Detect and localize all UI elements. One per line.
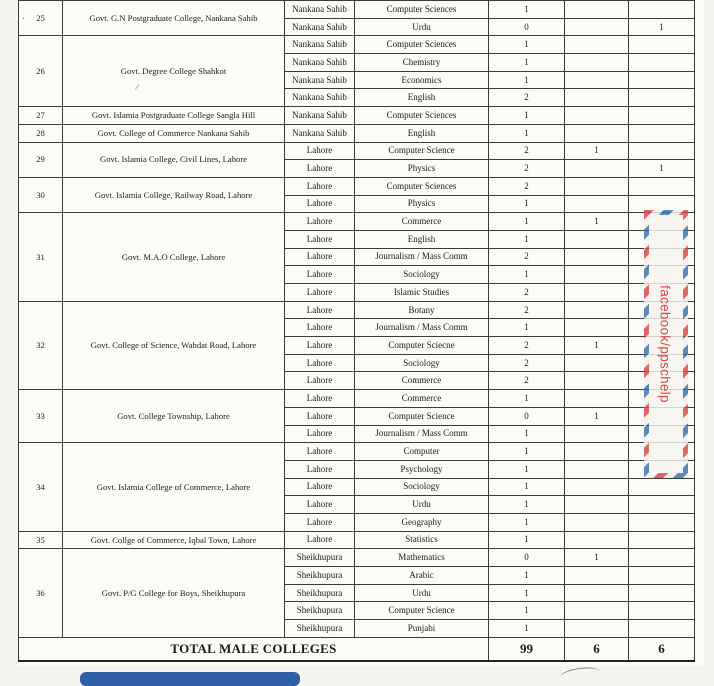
college-name-cell: Govt. Collge of Commerce, Iqbal Town, Lahore bbox=[63, 531, 285, 549]
total-seats: 99 bbox=[489, 637, 565, 661]
subject-cell: Computer Sciences bbox=[355, 177, 489, 195]
quota-1-cell bbox=[565, 195, 629, 213]
serial-number-cell: 30 bbox=[19, 177, 63, 212]
seats-cell: 2 bbox=[489, 160, 565, 178]
quota-1-cell bbox=[565, 443, 629, 461]
subject-cell: Statistics bbox=[355, 531, 489, 549]
quota-1-cell bbox=[565, 89, 629, 107]
seats-cell: 1 bbox=[489, 425, 565, 443]
total-row bbox=[19, 637, 695, 661]
subject-cell: Journalism / Mass Comm bbox=[355, 248, 489, 266]
quota-2-cell bbox=[629, 142, 695, 160]
seats-cell: 1 bbox=[489, 230, 565, 248]
subject-cell: Urdu bbox=[355, 18, 489, 36]
district-cell: Nankana Sahib bbox=[285, 36, 355, 54]
seats-cell: 2 bbox=[489, 301, 565, 319]
district-cell: Sheikhupura bbox=[285, 567, 355, 585]
district-cell: Nankana Sahib bbox=[285, 18, 355, 36]
quota-1-cell bbox=[565, 372, 629, 390]
quota-1-cell: 1 bbox=[565, 213, 629, 231]
subject-cell: Commerce bbox=[355, 372, 489, 390]
college-name-cell: Govt. Islamia College, Civil Lines, Lahore bbox=[63, 142, 285, 177]
quota-1-cell bbox=[565, 513, 629, 531]
table-row bbox=[19, 177, 695, 195]
seats-cell: 1 bbox=[489, 602, 565, 620]
seats-cell: 1 bbox=[489, 213, 565, 231]
subject-cell: Commerce bbox=[355, 213, 489, 231]
quota-2-cell bbox=[629, 584, 695, 602]
quota-2-cell bbox=[629, 567, 695, 585]
seats-cell: 1 bbox=[489, 195, 565, 213]
seats-cell: 1 bbox=[489, 319, 565, 337]
quota-1-cell bbox=[565, 460, 629, 478]
quota-1-cell bbox=[565, 266, 629, 284]
table-row bbox=[19, 390, 695, 408]
quota-1-cell bbox=[565, 478, 629, 496]
subject-cell: Computer Science bbox=[355, 602, 489, 620]
district-cell: Lahore bbox=[285, 195, 355, 213]
vacancy-table bbox=[18, 0, 695, 662]
district-cell: Lahore bbox=[285, 248, 355, 266]
district-cell: Lahore bbox=[285, 390, 355, 408]
seats-cell: 1 bbox=[489, 567, 565, 585]
seats-cell: 2 bbox=[489, 248, 565, 266]
serial-number-cell: 36 bbox=[19, 549, 63, 637]
subject-cell: Chemistry bbox=[355, 54, 489, 72]
quota-1-cell bbox=[565, 36, 629, 54]
signature-scribble bbox=[559, 665, 600, 683]
seats-cell: 1 bbox=[489, 478, 565, 496]
seats-cell: 1 bbox=[489, 513, 565, 531]
district-cell: Sheikhupura bbox=[285, 584, 355, 602]
quota-1-cell bbox=[565, 18, 629, 36]
district-cell: Lahore bbox=[285, 319, 355, 337]
quota-2-cell bbox=[629, 602, 695, 620]
subject-cell: Psychology bbox=[355, 460, 489, 478]
subject-cell: Sociology bbox=[355, 478, 489, 496]
quota-1-cell bbox=[565, 496, 629, 514]
subject-cell: Computer Sciences bbox=[355, 1, 489, 19]
seats-cell: 1 bbox=[489, 496, 565, 514]
seats-cell: 2 bbox=[489, 89, 565, 107]
quota-1-cell bbox=[565, 584, 629, 602]
quota-2-cell bbox=[629, 549, 695, 567]
district-cell: Lahore bbox=[285, 160, 355, 178]
seats-cell: 1 bbox=[489, 1, 565, 19]
seats-cell: 2 bbox=[489, 284, 565, 302]
pen-mark: / bbox=[134, 81, 141, 93]
college-name-cell: Govt. G.N Postgraduate College, Nankana Sahib bbox=[63, 1, 285, 36]
seats-cell: 1 bbox=[489, 71, 565, 89]
quota-1-cell bbox=[565, 230, 629, 248]
seats-cell: 1 bbox=[489, 584, 565, 602]
college-name-cell: Govt. M.A.O College, Lahore bbox=[63, 213, 285, 301]
college-name-cell: Govt. College of Science, Wahdat Road, Lahore bbox=[63, 301, 285, 389]
subject-cell: Physics bbox=[355, 195, 489, 213]
serial-number-cell: 35 bbox=[19, 531, 63, 549]
subject-cell: Commerce bbox=[355, 390, 489, 408]
seats-cell: 0 bbox=[489, 18, 565, 36]
subject-cell: Journalism / Mass Comm bbox=[355, 425, 489, 443]
district-cell: Lahore bbox=[285, 284, 355, 302]
quota-1-cell bbox=[565, 390, 629, 408]
quota-2-cell bbox=[629, 1, 695, 19]
quota-1-cell: 1 bbox=[565, 337, 629, 355]
quota-2-cell bbox=[629, 531, 695, 549]
quota-2-cell bbox=[629, 513, 695, 531]
subject-cell: Computer Science bbox=[355, 407, 489, 425]
quota-1-cell bbox=[565, 107, 629, 125]
district-cell: Lahore bbox=[285, 372, 355, 390]
subject-cell: English bbox=[355, 124, 489, 142]
document-sheet bbox=[18, 0, 704, 666]
subject-cell: Geography bbox=[355, 513, 489, 531]
subject-cell: Physics bbox=[355, 160, 489, 178]
quota-2-cell bbox=[629, 107, 695, 125]
college-name-cell: Govt. Degree College Shahkot bbox=[63, 36, 285, 107]
district-cell: Lahore bbox=[285, 266, 355, 284]
seats-cell: 2 bbox=[489, 337, 565, 355]
subject-cell: Punjabi bbox=[355, 620, 489, 638]
quota-1-cell bbox=[565, 160, 629, 178]
subject-cell: Sociology bbox=[355, 354, 489, 372]
quota-1-cell bbox=[565, 602, 629, 620]
quota-2-cell: 1 bbox=[629, 18, 695, 36]
quota-1-cell bbox=[565, 71, 629, 89]
quota-1-cell bbox=[565, 248, 629, 266]
district-cell: Lahore bbox=[285, 230, 355, 248]
subject-cell: Urdu bbox=[355, 584, 489, 602]
quota-1-cell bbox=[565, 177, 629, 195]
district-cell: Lahore bbox=[285, 513, 355, 531]
subject-cell: Computer Sciences bbox=[355, 107, 489, 125]
serial-number-cell: 29 bbox=[19, 142, 63, 177]
quota-1-cell bbox=[565, 284, 629, 302]
quota-1-cell bbox=[565, 567, 629, 585]
district-cell: Lahore bbox=[285, 425, 355, 443]
quota-2-cell bbox=[629, 496, 695, 514]
total-quota-2: 6 bbox=[629, 637, 695, 661]
district-cell: Lahore bbox=[285, 407, 355, 425]
seats-cell: 0 bbox=[489, 549, 565, 567]
quota-1-cell: 1 bbox=[565, 407, 629, 425]
serial-number-cell: 28 bbox=[19, 124, 63, 142]
quota-1-cell bbox=[565, 301, 629, 319]
seats-cell: 1 bbox=[489, 107, 565, 125]
quota-2-cell bbox=[629, 177, 695, 195]
college-name-cell: Govt. Islamia College, Railway Road, Lahore bbox=[63, 177, 285, 212]
quota-1-cell bbox=[565, 531, 629, 549]
quota-1-cell bbox=[565, 319, 629, 337]
serial-number-cell: 32 bbox=[19, 301, 63, 389]
table-row bbox=[19, 549, 695, 567]
subject-cell: English bbox=[355, 230, 489, 248]
college-name-cell: Govt. Islamia College of Commerce, Lahore bbox=[63, 443, 285, 531]
college-name-cell: Govt. College of Commerce Nankana Sahib bbox=[63, 124, 285, 142]
quota-1-cell bbox=[565, 425, 629, 443]
seats-cell: 2 bbox=[489, 372, 565, 390]
subject-cell: Mathematics bbox=[355, 549, 489, 567]
serial-number-cell: 25 bbox=[19, 1, 63, 36]
district-cell: Sheikhupura bbox=[285, 602, 355, 620]
total-label: TOTAL MALE COLLEGES bbox=[19, 637, 489, 661]
quota-2-cell bbox=[629, 54, 695, 72]
seats-cell: 1 bbox=[489, 531, 565, 549]
table-row bbox=[19, 213, 695, 231]
table-row bbox=[19, 531, 695, 549]
college-name-cell: Govt. Islamia Postgraduate College Sangla Hill bbox=[63, 107, 285, 125]
serial-number-cell: 26 bbox=[19, 36, 63, 107]
quota-2-cell bbox=[629, 71, 695, 89]
subject-cell: Journalism / Mass Comm bbox=[355, 319, 489, 337]
quota-1-cell: 1 bbox=[565, 142, 629, 160]
subject-cell: Economics bbox=[355, 71, 489, 89]
seats-cell: 1 bbox=[489, 36, 565, 54]
subject-cell: Computer Sciecne bbox=[355, 337, 489, 355]
subject-cell: English bbox=[355, 89, 489, 107]
subject-cell: Islamic Studies bbox=[355, 284, 489, 302]
college-name-cell: Govt. College Township, Lahore bbox=[63, 390, 285, 443]
seats-cell: 1 bbox=[489, 54, 565, 72]
seats-cell: 0 bbox=[489, 407, 565, 425]
quota-2-cell bbox=[629, 124, 695, 142]
seats-cell: 1 bbox=[489, 620, 565, 638]
seats-cell: 1 bbox=[489, 443, 565, 461]
seats-cell: 2 bbox=[489, 354, 565, 372]
table-row bbox=[19, 124, 695, 142]
table-row bbox=[19, 107, 695, 125]
seats-cell: 1 bbox=[489, 390, 565, 408]
district-cell: Nankana Sahib bbox=[285, 124, 355, 142]
quota-2-cell bbox=[629, 620, 695, 638]
district-cell: Sheikhupura bbox=[285, 549, 355, 567]
table-row bbox=[19, 1, 695, 19]
quota-1-cell: 1 bbox=[565, 549, 629, 567]
district-cell: Lahore bbox=[285, 354, 355, 372]
subject-cell: Arabic bbox=[355, 567, 489, 585]
seats-cell: 2 bbox=[489, 177, 565, 195]
district-cell: Lahore bbox=[285, 177, 355, 195]
serial-number-cell: 27 bbox=[19, 107, 63, 125]
quota-1-cell bbox=[565, 1, 629, 19]
district-cell: Nankana Sahib bbox=[285, 1, 355, 19]
total-quota-1: 6 bbox=[565, 637, 629, 661]
seats-cell: 2 bbox=[489, 142, 565, 160]
subject-cell: Botany bbox=[355, 301, 489, 319]
table-row bbox=[19, 36, 695, 54]
district-cell: Lahore bbox=[285, 460, 355, 478]
district-cell: Nankana Sahib bbox=[285, 71, 355, 89]
quota-1-cell bbox=[565, 54, 629, 72]
subject-cell: Sociology bbox=[355, 266, 489, 284]
subject-cell: Urdu bbox=[355, 496, 489, 514]
quota-2-cell bbox=[629, 478, 695, 496]
district-cell: Nankana Sahib bbox=[285, 89, 355, 107]
quota-1-cell bbox=[565, 620, 629, 638]
district-cell: Lahore bbox=[285, 301, 355, 319]
blue-banner bbox=[80, 672, 300, 686]
district-cell: Nankana Sahib bbox=[285, 54, 355, 72]
college-name-cell: Govt. P/G College for Boys, Sheikhupura bbox=[63, 549, 285, 637]
district-cell: Nankana Sahib bbox=[285, 107, 355, 125]
district-cell: Lahore bbox=[285, 531, 355, 549]
seats-cell: 1 bbox=[489, 460, 565, 478]
table-row bbox=[19, 142, 695, 160]
district-cell: Lahore bbox=[285, 213, 355, 231]
quota-2-cell bbox=[629, 36, 695, 54]
district-cell: Lahore bbox=[285, 337, 355, 355]
district-cell: Lahore bbox=[285, 478, 355, 496]
district-cell: Lahore bbox=[285, 443, 355, 461]
quota-1-cell bbox=[565, 124, 629, 142]
district-cell: Lahore bbox=[285, 142, 355, 160]
serial-number-cell: 31 bbox=[19, 213, 63, 301]
subject-cell: Computer Sciences bbox=[355, 36, 489, 54]
subject-cell: Computer Science bbox=[355, 142, 489, 160]
serial-number-cell: 33 bbox=[19, 390, 63, 443]
seats-cell: 1 bbox=[489, 124, 565, 142]
serial-number-cell: 34 bbox=[19, 443, 63, 531]
district-cell: Lahore bbox=[285, 496, 355, 514]
subject-cell: Computer bbox=[355, 443, 489, 461]
quota-2-cell: 1 bbox=[629, 160, 695, 178]
quota-1-cell bbox=[565, 354, 629, 372]
quota-2-cell bbox=[629, 89, 695, 107]
watermark-text: facebook/ppschelp bbox=[657, 285, 673, 403]
seats-cell: 1 bbox=[489, 266, 565, 284]
table-row bbox=[19, 443, 695, 461]
table-row bbox=[19, 301, 695, 319]
margin-dot: · bbox=[22, 14, 26, 25]
district-cell: Sheikhupura bbox=[285, 620, 355, 638]
